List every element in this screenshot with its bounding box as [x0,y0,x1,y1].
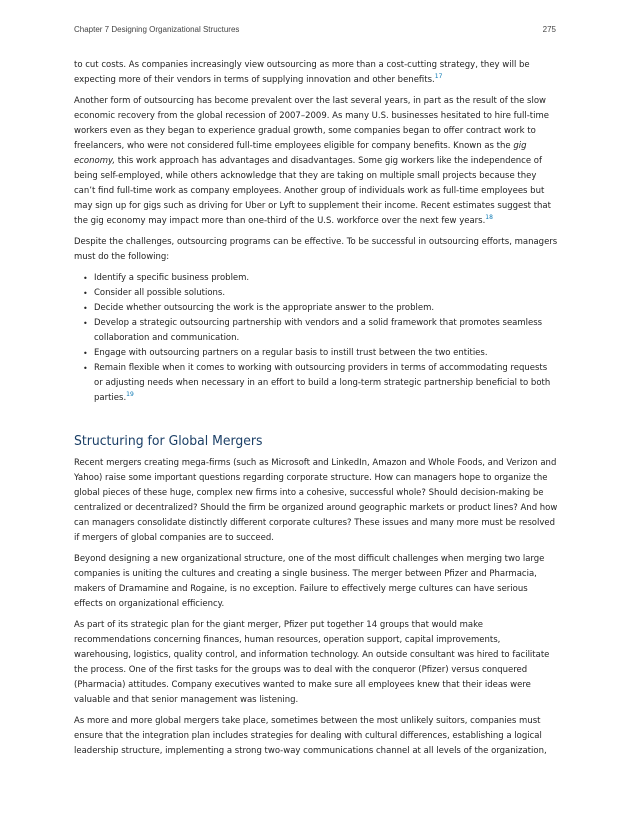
list-item [74,301,558,316]
footnote-ref-18[interactable]: 18 [485,214,493,222]
paragraph-merging-cultures: Beyond designing a new organizational structure, one of the most difficult challenges when merging two large companies is uniting the cultures and creating a single business. The merger between Pfizer and Pharmacia, makers of Dramamine and Rogaine, is no exception. Failure to effectively merge cultures can have serious effects on organizational efficiency. [74,554,545,609]
section-heading: Structuring for Global Mergers [74,433,263,449]
paragraph-gig-economy [74,94,558,229]
list-item-text: Engage with outsourcing partners on a regular basis to instill trust between the two entities. [94,348,488,358]
footnote-ref-19[interactable]: 19 [126,391,134,399]
list-item-text: Identify a specific business problem. [94,273,250,283]
bullet-icon: • [83,349,88,358]
footnote-ref-17[interactable]: 17 [434,73,443,81]
paragraph-pfizer-plan: As part of its strategic plan for the giant merger, Pfizer put together 14 groups that would make recommendations concerning finances, human resources, operation support, capital improvements, warehousing, logistics, quality control, and information technology. An outside consultant was hired to facilitate the process. One of the first tasks for the groups was to deal with the conqueror (Pfizer) versus conquered (Pharmacia) attitudes. Company executives wanted to make sure all employees knew that their ideas were valuable and that senior management was listening. [74,620,550,705]
page-body [74,58,558,765]
list-item-text: Develop a strategic outsourcing partnership with vendors and a solid framework that promotes seamless collaboration and communication. [94,318,543,343]
bullet-icon: • [83,274,88,283]
key-term-gig-economy: gig economy, [74,141,527,166]
paragraph-integration-plan: As more and more global mergers take place, sometimes between the most unlikely suitors, companies must ensure that the integration plan includes strategies for dealing with cultural differences, establishing a logical leadership structure, implementing a strong two-way communications channel at all levels of the organization, [74,716,547,756]
list-item [74,271,558,286]
chapter-title: Chapter 7 Designing Organizational Structures [74,25,240,34]
paragraph-vendor-expectations [74,58,558,88]
page-number: 275 [542,25,556,34]
list-item-text: Decide whether outsourcing the work is the appropriate answer to the problem. [94,303,435,313]
paragraph-text: this work approach has advantages and disadvantages. Some gig workers like the independence of being self-employed, while others acknowledge that they are taking on multiple small projects because they can’t find full-time work as company employees. Another group of individuals work as full-time employees but may sign up for gigs such as driving for Uber or Lyft to supplement their income. Recent estimates suggest that the gig economy may impact more than one-third of the U.S. workforce over the next few years. [74,156,551,226]
bullet-icon: • [83,364,88,373]
bullet-icon: • [83,319,88,328]
list-item [74,346,558,361]
list-item [74,286,558,301]
paragraph-text: Another form of outsourcing has become prevalent over the last several years, in part as the result of the slow economic recovery from the global recession of 2007–2009. As many U.S. businesses hesitated to hire full-time workers even as they began to experience gradual growth, some companies began to offer contract work to freelancers, who were not considered full-time employees eligible for company benefits. Known as the [74,96,550,151]
list-item-text: Consider all possible solutions. [94,288,226,298]
bullet-icon: • [83,304,88,313]
list-item-text: Remain flexible when it comes to working with outsourcing providers in terms of accommodating requests or adjusting needs when necessary in an effort to build a long-term strategic partnership beneficial to both parties. [94,363,551,403]
paragraph-text: to cut costs. As companies increasingly view outsourcing as more than a cost-cutting strategy, they will be expecting more of their vendors in terms of supplying innovation and other benefits. [74,60,530,85]
paragraph-outsourcing-intro: Despite the challenges, outsourcing programs can be effective. To be successful in outsourcing efforts, managers must do the following: [74,237,558,262]
running-header [74,25,556,34]
bullet-icon: • [83,289,88,298]
list-item [74,316,558,346]
list-item [74,361,558,406]
paragraph-mega-firms: Recent mergers creating mega-firms (such as Microsoft and LinkedIn, Amazon and Whole Foods, and Verizon and Yahoo) raise some important questions regarding corporate structure. How can managers hope to organize the global pieces of these huge, complex new firms into a cohesive, successful whole? Should decision-making be centralized or decentralized? Should the firm be organized around geographic markets or product lines? And how can managers consolidate distinctly different corporate cultures? These issues and many more must be resolved if mergers of global companies are to succeed. [74,458,558,543]
outsourcing-steps-list [74,271,558,406]
